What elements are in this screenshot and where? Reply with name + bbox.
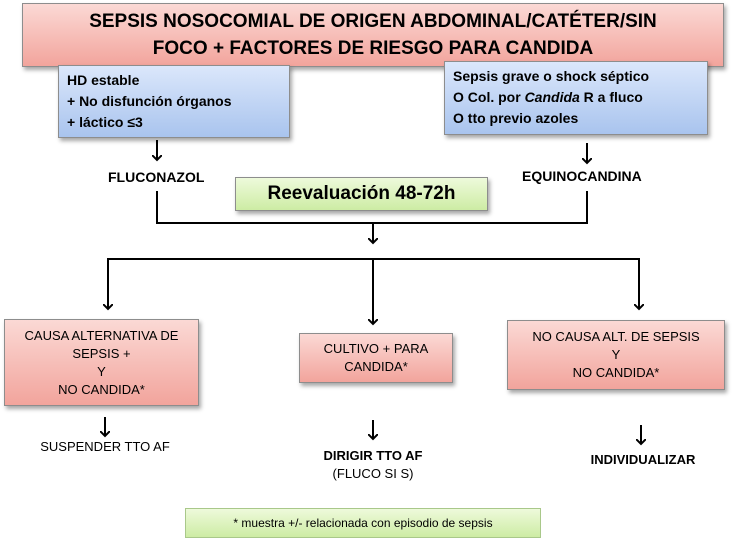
- alternative-cause-line2: SEPSIS +: [72, 345, 131, 361]
- result-direct-label: DIRIGIR TTO AF: [323, 448, 423, 463]
- result-direct-sub: (FLUCO SI S): [332, 466, 414, 481]
- severe-condition-line2-prefix: O Col. por: [453, 89, 525, 105]
- severe-condition-line2-suffix: R a fluco: [579, 89, 643, 105]
- no-alternative-cause-box: [507, 320, 725, 390]
- equinocandina-label: EQUINOCANDINA: [522, 168, 642, 184]
- alternative-cause-line1: CAUSA ALTERNATIVA DE: [24, 327, 179, 343]
- reevaluation-label: Reevaluación 48-72h: [267, 183, 456, 204]
- positive-culture-line2: CANDIDA*: [344, 359, 408, 374]
- positive-culture-box: [299, 333, 453, 383]
- result-suspend-label: SUSPENDER TTO AF: [40, 439, 170, 454]
- stable-condition-line2: + No disfunción órganos: [67, 93, 232, 109]
- alternative-cause-line4: NO CANDIDA*: [58, 381, 145, 397]
- severe-condition-line1: Sepsis grave o shock séptico: [453, 68, 650, 84]
- result-suspend: [30, 439, 180, 454]
- reevaluation-box: [235, 177, 488, 211]
- no-alternative-cause-line1: NO CAUSA ALT. DE SEPSIS: [532, 329, 700, 344]
- main-title-line1: SEPSIS NOSOCOMIAL DE ORIGEN ABDOMINAL/CATÉTER/SIN: [89, 11, 657, 32]
- no-alternative-cause-line3: NO CANDIDA*: [572, 365, 660, 380]
- positive-culture-line1: CULTIVO + PARA: [323, 341, 429, 356]
- alternative-cause-box: [4, 319, 199, 406]
- candida-italic: Candida: [524, 89, 580, 105]
- fluconazol-label: FLUCONAZOL: [108, 169, 205, 185]
- no-alternative-cause-line2: Y: [611, 347, 621, 362]
- footnote-text: * muestra +/- relacionada con episodio de sepsis: [233, 516, 493, 530]
- main-title-line2: FOCO + FACTORES DE RIESGO PARA CANDIDA: [152, 38, 594, 59]
- result-individualize-label: INDIVIDUALIZAR: [590, 452, 696, 467]
- result-individualize: [568, 452, 718, 467]
- stable-condition-line3: + láctico ≤3: [67, 114, 143, 130]
- stable-condition-line1: HD estable: [67, 72, 140, 88]
- result-direct: [298, 448, 448, 481]
- severe-condition-line3: O tto previo azoles: [453, 110, 579, 126]
- alternative-cause-line3: Y: [97, 363, 106, 379]
- footnote-box: [185, 508, 541, 538]
